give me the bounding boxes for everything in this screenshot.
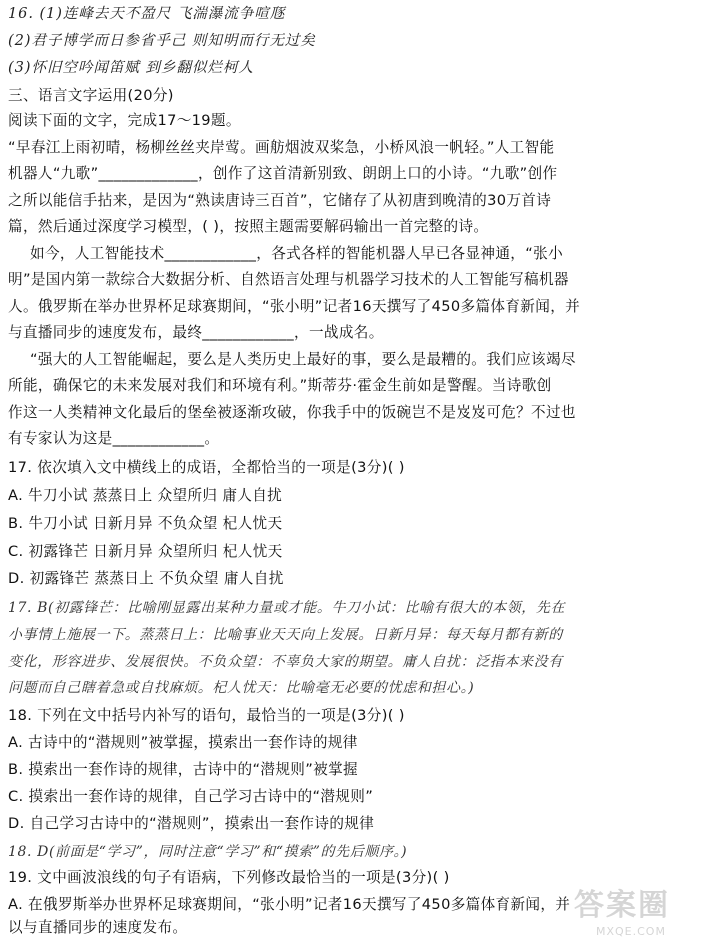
question-17: 17. 依次填入文中横线上的成语，全都恰当的一项是(3分)( ) [8, 459, 405, 476]
passage-line: 有专家认为这是____________。 [8, 430, 220, 447]
passage-line: 明”是国内第一款综合大数据分析、自然语言处理与机器学习技术的人工智能写稿机器 [8, 271, 569, 288]
option-18-a: A. 古诗中的“潜规则”被掌握，摸索出一套作诗的规律 [8, 734, 358, 751]
option-17-a: A. 牛刀小试 蒸蒸日上 众望所归 庸人自扰 [8, 487, 283, 504]
passage-line: 机器人“九歌”_____________，创作了这首清新别致、朗朗上口的小诗。“九歌”创作 [8, 165, 558, 182]
passage-line: “早春江上雨初晴，杨柳丝丝夹岸莺。画舫烟波双桨急，小桥风浪一帆轻。”人工智能 [8, 139, 555, 156]
reading-instruction: 阅读下面的文字，完成17～19题。 [8, 112, 241, 129]
passage-line: 人。俄罗斯在举办世界杯足球赛期间，“张小明”记者16天撰写了450多篇体育新闻，并 [8, 298, 581, 315]
passage-line: 如今，人工智能技术____________，各式各样的智能机器人早已各显神通，“张小 [30, 245, 564, 262]
watermark-logo-text: 答案圈 [574, 888, 670, 923]
answer-17: 17. B(初露锋芒：比喻刚显露出某种力量或才能。牛刀小试：比喻有很大的本领，先在 [8, 600, 566, 616]
option-17-c: C. 初露锋芒 日新月异 众望所归 杞人忧天 [8, 543, 283, 560]
passage-line: 作这一人类精神文化最后的堡垒被逐渐攻破，你我手中的饭碗岂不是岌岌可危？不过也 [8, 404, 576, 421]
passage-line: 与直播同步的速度发布，最终____________，一战成名。 [8, 324, 384, 341]
passage-line: “强大的人工智能崛起，要么是人类历史上最好的事，要么是最糟的。我们应该竭尽 [30, 351, 576, 368]
option-17-d: D. 初露锋芒 蒸蒸日上 不负众望 庸人自扰 [8, 570, 284, 587]
option-17-b: B. 牛刀小试 日新月异 不负众望 杞人忧天 [8, 515, 283, 532]
answer-16-3: (3)怀旧空吟闻笛赋 到乡翻似烂柯人 [8, 59, 254, 76]
watermark-url: MXQE.COM [596, 925, 666, 938]
answer-16-2: (2)君子博学而日参省乎己 则知明而行无过矣 [8, 32, 316, 49]
section-heading: 三、语言文字运用(20分) [8, 87, 174, 104]
site-watermark [570, 876, 720, 938]
passage-line: 所能，确保它的未来发展对我们和环境有利。”斯蒂芬·霍金生前如是警醒。当诗歌创 [8, 377, 552, 394]
option-18-c: C. 摸索出一套作诗的规律，自己学习古诗中的“潜规则” [8, 788, 374, 805]
answer-17: 问题而自己瞎着急或自找麻烦。杞人忧天：比喻毫无必要的忧虑和担心。) [8, 680, 475, 696]
option-18-b: B. 摸索出一套作诗的规律，古诗中的“潜规则”被掌握 [8, 761, 358, 778]
answer-17: 变化，形容进步、发展很快。不负众望：不辜负大家的期望。庸人自扰：泛指本来没有 [8, 654, 563, 670]
passage-line: 篇，然后通过深度学习模型，( )，按照主题需要解码输出一首完整的诗。 [8, 218, 489, 235]
option-18-d: D. 自己学习古诗中的“潜规则”，摸索出一套作诗的规律 [8, 815, 375, 832]
option-19-a: A. 在俄罗斯举办世界杯足球赛期间，“张小明”记者16天撰写了450多篇体育新闻，并 [8, 896, 571, 913]
answer-16-1: 16. (1)连峰去天不盈尺 飞湍瀑流争喧豗 [8, 5, 286, 22]
passage-line: 之所以能信手拈来，是因为“熟读唐诗三百首”，它储存了从初唐到晚清的30万首诗 [8, 192, 552, 209]
answer-18: 18. D(前面是“学习”，同时注意“学习”和“摸索”的先后顺序。) [8, 844, 408, 860]
question-19: 19. 文中画波浪线的句子有语病，下列修改最恰当的一项是(3分)( ) [8, 869, 450, 886]
question-18: 18. 下列在文中括号内补写的语句，最恰当的一项是(3分)( ) [8, 707, 405, 724]
answer-17: 小事情上施展一下。蒸蒸日上：比喻事业天天向上发展。日新月异：每天每月都有新的 [8, 627, 563, 643]
option-19-a: 以与直播同步的速度发布。 [8, 919, 188, 936]
